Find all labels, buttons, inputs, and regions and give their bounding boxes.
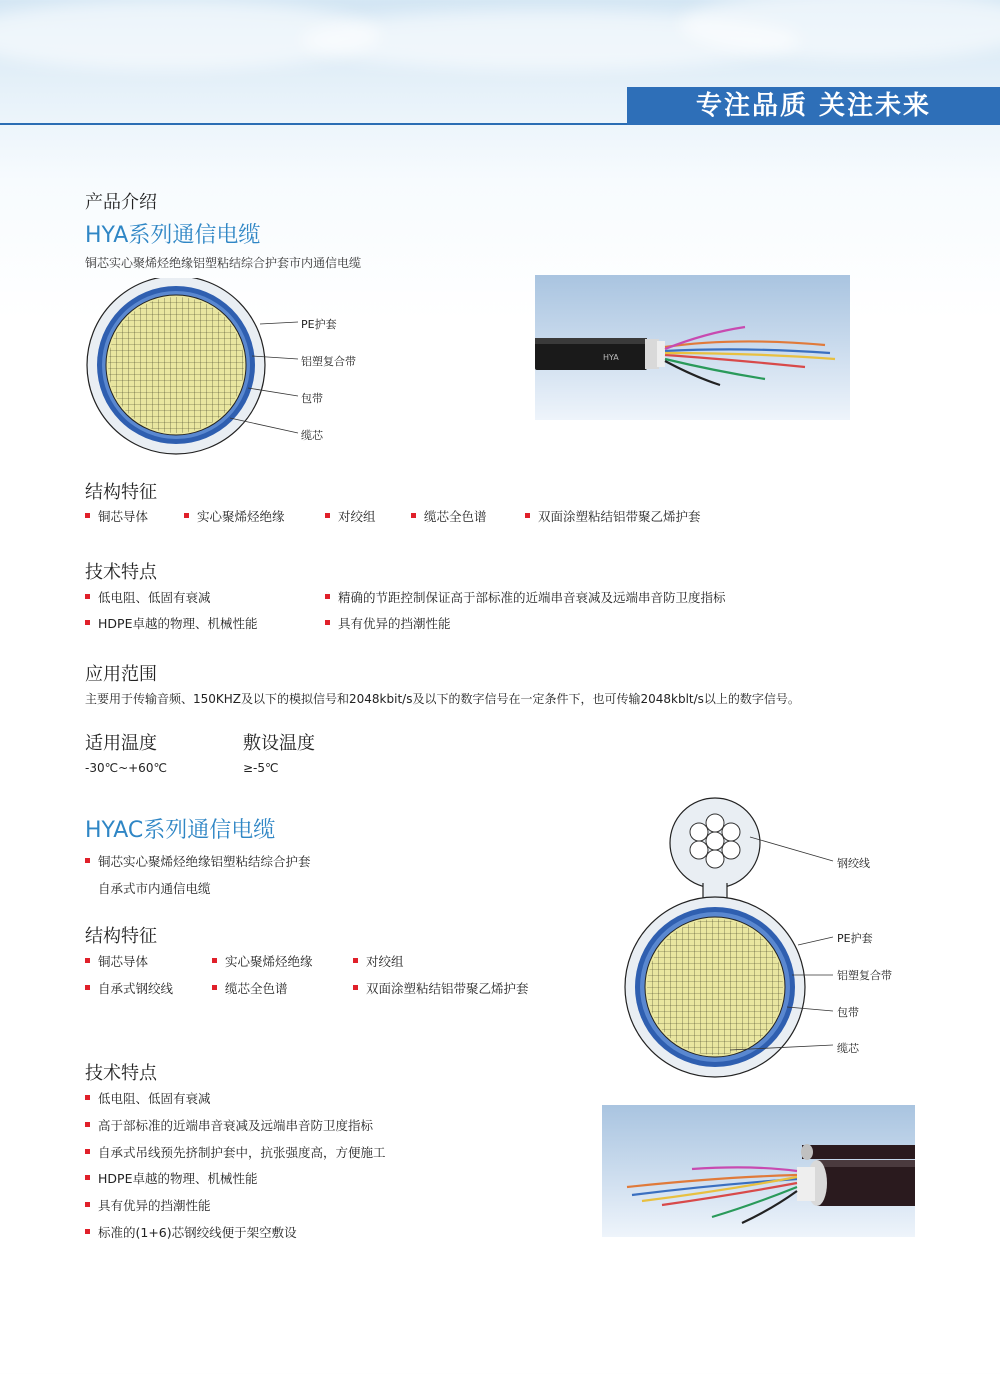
laying-temperature-value: ≥-5℃: [243, 761, 279, 775]
hyac-label-pe-sheath: PE护套: [837, 932, 873, 945]
hyac-subtitle-line1: 铜芯实心聚烯烃绝缘铝塑粘结综合护套: [85, 852, 311, 870]
header-slogan: 专注品质 关注未来: [627, 87, 1000, 125]
hyac-structure-item: 实心聚烯烃绝缘: [212, 952, 313, 970]
hyac-tech-item: 高于部标准的近端串音衰减及远端串音防卫度指标: [85, 1116, 373, 1134]
hyac-label-wrapping-tape: 包带: [837, 1006, 859, 1019]
hya-tech-item: 低电阻、低固有衰减: [85, 588, 211, 606]
hya-tech-item: HDPE卓越的物理、机械性能: [85, 614, 257, 632]
hya-structure-item: 实心聚烯烃绝缘: [184, 507, 285, 525]
hya-structure-item: 对绞组: [325, 507, 376, 525]
hyac-structure-item: 铜芯导体: [85, 952, 148, 970]
hyac-tech-item: 自承式吊线预先挤制护套中，抗张强度高，方便施工: [85, 1143, 386, 1161]
hya-tech-item: 具有优异的挡潮性能: [325, 614, 451, 632]
laying-temperature-heading: 敷设温度: [243, 733, 315, 754]
hyac-structure-item: 缆芯全色谱: [212, 979, 288, 997]
hya-cross-section-diagram: [80, 278, 380, 468]
hya-structure-item: 双面涂塑粘结铝带聚乙烯护套: [525, 507, 701, 525]
hyac-label-aluminum-tape: 铝塑复合带: [837, 969, 892, 982]
hyac-structure-item: 双面涂塑粘结铝带聚乙烯护套: [353, 979, 529, 997]
hya-application-heading: 应用范围: [85, 664, 157, 685]
hya-label-aluminum-tape: 铝塑复合带: [301, 355, 356, 368]
hyac-cable-photo: [602, 1105, 915, 1237]
hyac-label-cable-core: 缆芯: [837, 1042, 859, 1055]
hyac-tech-item: 标准的(1+6)芯钢绞线便于架空敷设: [85, 1223, 297, 1241]
intro-label: 产品介绍: [85, 192, 157, 213]
use-temperature-heading: 适用温度: [85, 733, 157, 754]
hya-tech-item: 精确的节距控制保证高于部标准的近端串音衰减及远端串音防卫度指标: [325, 588, 726, 606]
hyac-structure-item: 自承式钢绞线: [85, 979, 173, 997]
hya-structure-item: 铜芯导体: [85, 507, 148, 525]
hya-label-wrapping-tape: 包带: [301, 392, 323, 405]
hya-label-cable-core: 缆芯: [301, 429, 323, 442]
hyac-tech-item: 低电阻、低固有衰减: [85, 1089, 211, 1107]
hya-photo-print: HYA: [603, 353, 619, 362]
use-temperature-value: -30℃~+60℃: [85, 761, 167, 775]
hyac-structure-heading: 结构特征: [85, 926, 157, 947]
hya-cable-photo: [535, 275, 850, 420]
hya-tech-heading: 技术特点: [85, 562, 157, 583]
hyac-title: HYAC系列通信电缆: [85, 818, 276, 843]
hya-structure-item: 缆芯全色谱: [411, 507, 487, 525]
hyac-label-steel-strand: 钢绞线: [837, 857, 870, 870]
hyac-subtitle-line2: 自承式市内通信电缆: [98, 881, 211, 896]
hya-title: HYA系列通信电缆: [85, 223, 261, 248]
hya-label-pe-sheath: PE护套: [301, 318, 337, 331]
hyac-tech-item: HDPE卓越的物理、机械性能: [85, 1169, 257, 1187]
hyac-structure-item: 对绞组: [353, 952, 404, 970]
hya-application-text: 主要用于传输音频、150KHZ及以下的模拟信号和2048kbit/s及以下的数字信号在一定条件下，也可传输2048kblt/s以上的数字信号。: [85, 692, 800, 706]
hya-subtitle: 铜芯实心聚烯烃绝缘铝塑粘结综合护套市内通信电缆: [85, 256, 362, 270]
hyac-tech-heading: 技术特点: [85, 1063, 157, 1084]
hya-structure-heading: 结构特征: [85, 482, 157, 503]
hyac-tech-item: 具有优异的挡潮性能: [85, 1196, 211, 1214]
hyac-cross-section-diagram: [610, 795, 840, 1080]
